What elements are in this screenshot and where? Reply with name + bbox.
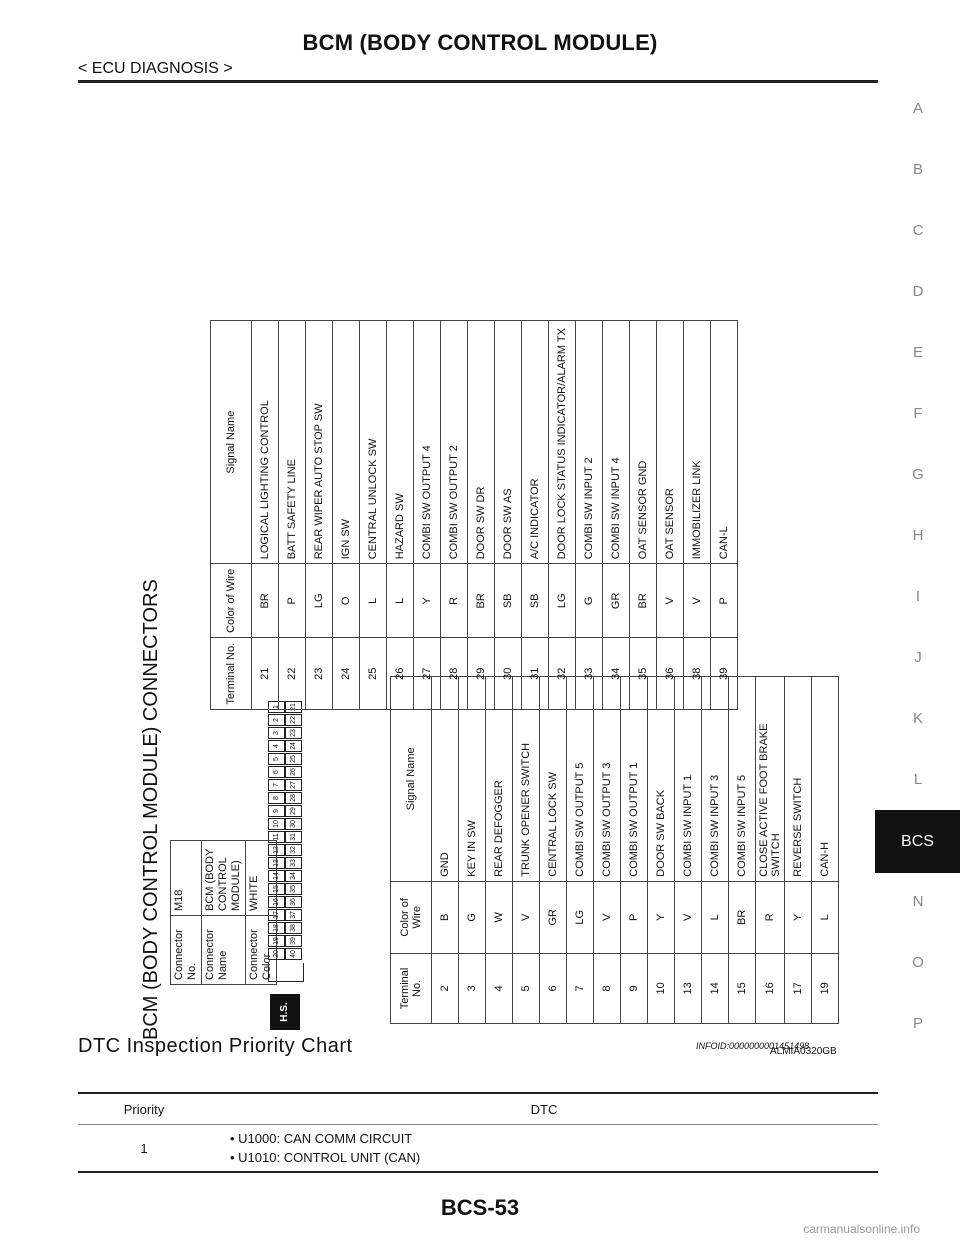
terminal-row [785, 677, 812, 1024]
pin-3: 3 [268, 727, 285, 739]
pin-25: 25 [285, 753, 302, 765]
wire-color: W [486, 881, 513, 953]
terminal-no: 16 [756, 953, 785, 1023]
connector-color-value: WHITE [246, 841, 277, 916]
diagram-title: BCM (BODY CONTROL MODULE) CONNECTORS [140, 579, 162, 1040]
pin-8: 8 [268, 792, 285, 804]
connector-color-label: Connector Color [246, 916, 277, 985]
terminal-no: 38 [684, 638, 711, 710]
col-signal-header: Signal Name [391, 677, 432, 882]
pin-20: 20 [268, 948, 285, 960]
signal-name: IMMOBILIZER LINK [684, 321, 711, 564]
wire-color: P [711, 564, 738, 638]
pin-16: 16 [268, 896, 285, 908]
pin-36: 36 [285, 896, 302, 908]
wire-color: BR [252, 564, 279, 638]
side-tab-i[interactable]: I [915, 588, 921, 605]
pin-row-bottom [285, 700, 302, 960]
terminal-no: 26 [387, 638, 414, 710]
terminal-row [702, 677, 729, 1024]
terminal-no: 5 [513, 953, 540, 1023]
signal-name: COMBI SW OUTPUT 5 [567, 677, 594, 882]
terminal-row [522, 321, 549, 710]
terminal-row [567, 677, 594, 1024]
signal-name: LOGICAL LIGHTING CONTROL [252, 321, 279, 564]
pin-23: 23 [285, 727, 302, 739]
pin-17: 17 [268, 909, 285, 921]
pin-row-top [268, 700, 285, 960]
side-tab-o[interactable]: O [912, 954, 924, 971]
terminal-no: 17 [785, 953, 812, 1023]
pin-28: 28 [285, 792, 302, 804]
terminal-no: 6 [540, 953, 567, 1023]
signal-name: CAN-H [812, 677, 839, 882]
connector-latch [268, 963, 304, 982]
signal-name: HAZARD SW [387, 321, 414, 564]
page-title: BCM (BODY CONTROL MODULE) [302, 30, 658, 55]
signal-name: CENTRAL LOCK SW [540, 677, 567, 882]
terminal-no: 14 [702, 953, 729, 1023]
col-signal-header: Signal Name [211, 321, 252, 564]
terminal-row [648, 677, 675, 1024]
dtc-list-cell [210, 1125, 878, 1173]
terminal-no: 27 [414, 638, 441, 710]
signal-name: COMBI SW OUTPUT 4 [414, 321, 441, 564]
wire-color: BR [729, 881, 756, 953]
pin-31: 31 [285, 831, 302, 843]
pin-34: 34 [285, 870, 302, 882]
signal-name: GND [432, 677, 459, 882]
wire-color: LG [549, 564, 576, 638]
terminal-no: 4 [486, 953, 513, 1023]
wire-color: G [576, 564, 603, 638]
wire-color: R [441, 564, 468, 638]
pin-7: 7 [268, 779, 285, 791]
pin-9: 9 [268, 805, 285, 817]
wire-color: GR [540, 881, 567, 953]
signal-name: A/C INDICATOR [522, 321, 549, 564]
signal-name: OAT SENSOR [657, 321, 684, 564]
terminal-row [729, 677, 756, 1024]
signal-name: REVERSE SWITCH [785, 677, 812, 882]
terminal-no: 9 [621, 953, 648, 1023]
pin-24: 24 [285, 740, 302, 752]
pin-30: 30 [285, 818, 302, 830]
dtc-priority-table [78, 1092, 878, 1173]
terminal-no: 24 [333, 638, 360, 710]
pin-10: 10 [268, 818, 285, 830]
terminal-row [414, 321, 441, 710]
connector-name-label: Connector Name [202, 916, 246, 985]
signal-name: COMBI SW INPUT 1 [675, 677, 702, 882]
pin-2: 2 [268, 714, 285, 726]
signal-name: REAR WIPER AUTO STOP SW [306, 321, 333, 564]
terminal-no: 35 [630, 638, 657, 710]
side-tab-k[interactable]: K [912, 710, 923, 727]
col-terminal-header: Terminal No. [391, 953, 432, 1023]
pin-6: 6 [268, 766, 285, 778]
connector-name-value: BCM (BODY CONTROL MODULE) [202, 841, 246, 916]
terminal-no: 30 [495, 638, 522, 710]
wire-color: LG [567, 881, 594, 953]
terminal-row [432, 677, 459, 1024]
terminal-row [630, 321, 657, 710]
terminal-row [360, 321, 387, 710]
signal-name: COMBI SW OUTPUT 1 [621, 677, 648, 882]
signal-name: IGN SW [333, 321, 360, 564]
terminal-no: 21 [252, 638, 279, 710]
pin-38: 38 [285, 922, 302, 934]
col-terminal-header: Terminal No. [211, 638, 252, 710]
signal-name: DOOR SW BACK [648, 677, 675, 882]
section-breadcrumb: < ECU DIAGNOSIS > [78, 60, 233, 77]
side-tab-p[interactable]: P [912, 1015, 923, 1032]
harness-side-icon: H.S. [270, 994, 300, 1030]
pin-1: 1 [268, 701, 285, 713]
signal-name: CLOSE ACTIVE FOOT BRAKE SWITCH [756, 677, 785, 882]
side-tab-l[interactable]: L [913, 771, 923, 788]
wire-color: V [657, 564, 684, 638]
terminal-no: 39 [711, 638, 738, 710]
wire-color: L [387, 564, 414, 638]
terminal-no: 3 [459, 953, 486, 1023]
pin-27: 27 [285, 779, 302, 791]
terminal-row [684, 321, 711, 710]
connector-no-value: M18 [171, 841, 202, 916]
terminal-row [486, 677, 513, 1024]
terminal-table-a [390, 676, 839, 1024]
terminal-table-b [210, 320, 738, 710]
terminal-no: 8 [594, 953, 621, 1023]
terminal-row [252, 321, 279, 710]
wire-color: V [675, 881, 702, 953]
pin-19: 19 [268, 935, 285, 947]
terminal-row [812, 677, 839, 1024]
terminal-row [387, 321, 414, 710]
priority-row [78, 1125, 878, 1173]
terminal-row [513, 677, 540, 1024]
pin-37: 37 [285, 909, 302, 921]
wire-color: V [513, 881, 540, 953]
terminal-no: 34 [603, 638, 630, 710]
pin-26: 26 [285, 766, 302, 778]
signal-name: DOOR SW AS [495, 321, 522, 564]
side-tab-f[interactable]: F [913, 405, 923, 422]
terminal-no: 29 [468, 638, 495, 710]
side-tab-e[interactable]: E [912, 344, 923, 361]
wire-color: B [432, 881, 459, 953]
signal-name: COMBI SW INPUT 4 [603, 321, 630, 564]
pin-21: 21 [285, 701, 302, 713]
signal-name: REAR DEFOGGER [486, 677, 513, 882]
wire-color: LG [306, 564, 333, 638]
priority-value: 1 [78, 1125, 210, 1173]
signal-name: COMBI SW INPUT 2 [576, 321, 603, 564]
figure-code: ALMIA0320GB [770, 1046, 837, 1057]
terminal-row [306, 321, 333, 710]
terminal-row [549, 321, 576, 710]
signal-name: COMBI SW OUTPUT 3 [594, 677, 621, 882]
pin-15: 15 [268, 883, 285, 895]
pin-32: 32 [285, 844, 302, 856]
watermark: carmanualsonline.info [803, 1222, 920, 1236]
signal-name: CENTRAL UNLOCK SW [360, 321, 387, 564]
wire-color: Y [414, 564, 441, 638]
terminal-row [441, 321, 468, 710]
wire-color: GR [603, 564, 630, 638]
wire-color: V [684, 564, 711, 638]
side-tab-a[interactable]: A [912, 100, 923, 117]
wire-color: SB [522, 564, 549, 638]
pin-29: 29 [285, 805, 302, 817]
wire-color: Y [648, 881, 675, 953]
pin-33: 33 [285, 857, 302, 869]
terminal-row [495, 321, 522, 710]
wire-color: O [333, 564, 360, 638]
pin-11: 11 [268, 831, 285, 843]
pin-12: 12 [268, 844, 285, 856]
terminal-row [756, 677, 785, 1024]
signal-name: COMBI SW INPUT 5 [729, 677, 756, 882]
terminal-row [576, 321, 603, 710]
dtc-code: • U1010: CONTROL UNIT (CAN) [230, 1148, 872, 1167]
pin-5: 5 [268, 753, 285, 765]
header-rule [78, 80, 878, 83]
dtc-header: DTC [210, 1093, 878, 1125]
wire-color: BR [468, 564, 495, 638]
terminal-row [540, 677, 567, 1024]
connector-face [268, 700, 302, 960]
side-tab-c[interactable]: C [912, 222, 924, 239]
terminal-row [279, 321, 306, 710]
terminal-row [459, 677, 486, 1024]
connector-no-label: Connector No. [171, 916, 202, 985]
wire-color: L [702, 881, 729, 953]
col-color-header: Color of Wire [211, 564, 252, 638]
terminal-row [603, 321, 630, 710]
side-tab-bcs[interactable]: BCS [875, 810, 960, 873]
terminal-no: 13 [675, 953, 702, 1023]
wire-color: L [812, 881, 839, 953]
terminal-row [468, 321, 495, 710]
signal-name: DOOR SW DR [468, 321, 495, 564]
signal-name: DOOR LOCK STATUS INDICATOR/ALARM TX [549, 321, 576, 564]
connector-info-table [170, 840, 277, 985]
wire-color: V [594, 881, 621, 953]
dtc-code: • U1000: CAN COMM CIRCUIT [230, 1129, 872, 1148]
terminal-no: 36 [657, 638, 684, 710]
terminal-no: 32 [549, 638, 576, 710]
pin-35: 35 [285, 883, 302, 895]
wire-color: P [621, 881, 648, 953]
pin-13: 13 [268, 857, 285, 869]
signal-name: BATT SAFETY LINE [279, 321, 306, 564]
dtc-section-heading: DTC Inspection Priority Chart [78, 1035, 353, 1057]
terminal-no: 15 [729, 953, 756, 1023]
priority-header: Priority [78, 1093, 210, 1125]
side-tab-j[interactable]: J [914, 649, 922, 666]
pin-39: 39 [285, 935, 302, 947]
terminal-no: 22 [279, 638, 306, 710]
terminal-no: 25 [360, 638, 387, 710]
wire-color: SB [495, 564, 522, 638]
terminal-no: 23 [306, 638, 333, 710]
page-number: BCS-53 [440, 1195, 520, 1220]
info-id: INFOID:0000000001451498 [696, 1041, 810, 1051]
terminal-no: 19 [812, 953, 839, 1023]
wire-color: Y [785, 881, 812, 953]
pin-40: 40 [285, 948, 302, 960]
signal-name: COMBI SW OUTPUT 2 [441, 321, 468, 564]
terminal-no: 28 [441, 638, 468, 710]
signal-name: COMBI SW INPUT 3 [702, 677, 729, 882]
pin-4: 4 [268, 740, 285, 752]
wire-color: G [459, 881, 486, 953]
side-tab-n[interactable]: N [912, 893, 924, 910]
side-tab-g[interactable]: G [912, 466, 924, 483]
pin-18: 18 [268, 922, 285, 934]
side-tab-b[interactable]: B [912, 161, 923, 178]
side-tab-h[interactable]: H [912, 527, 924, 544]
wire-color: R [756, 881, 785, 953]
connector-diagram [140, 320, 885, 1040]
terminal-row [621, 677, 648, 1024]
wire-color: P [279, 564, 306, 638]
terminal-row [675, 677, 702, 1024]
terminal-row [333, 321, 360, 710]
terminal-no: 10 [648, 953, 675, 1023]
terminal-row [594, 677, 621, 1024]
terminal-no: 33 [576, 638, 603, 710]
terminal-no: 7 [567, 953, 594, 1023]
signal-name: TRUNK OPENER SWITCH [513, 677, 540, 882]
signal-name: KEY IN SW [459, 677, 486, 882]
terminal-no: 2 [432, 953, 459, 1023]
signal-name: CAN-L [711, 321, 738, 564]
col-color-header: Color of Wire [391, 881, 432, 953]
terminal-row [711, 321, 738, 710]
terminal-no: 31 [522, 638, 549, 710]
signal-name: OAT SENSOR GND [630, 321, 657, 564]
pin-14: 14 [268, 870, 285, 882]
side-tab-d[interactable]: D [912, 283, 924, 300]
wire-color: BR [630, 564, 657, 638]
terminal-row [657, 321, 684, 710]
wire-color: L [360, 564, 387, 638]
pin-22: 22 [285, 714, 302, 726]
